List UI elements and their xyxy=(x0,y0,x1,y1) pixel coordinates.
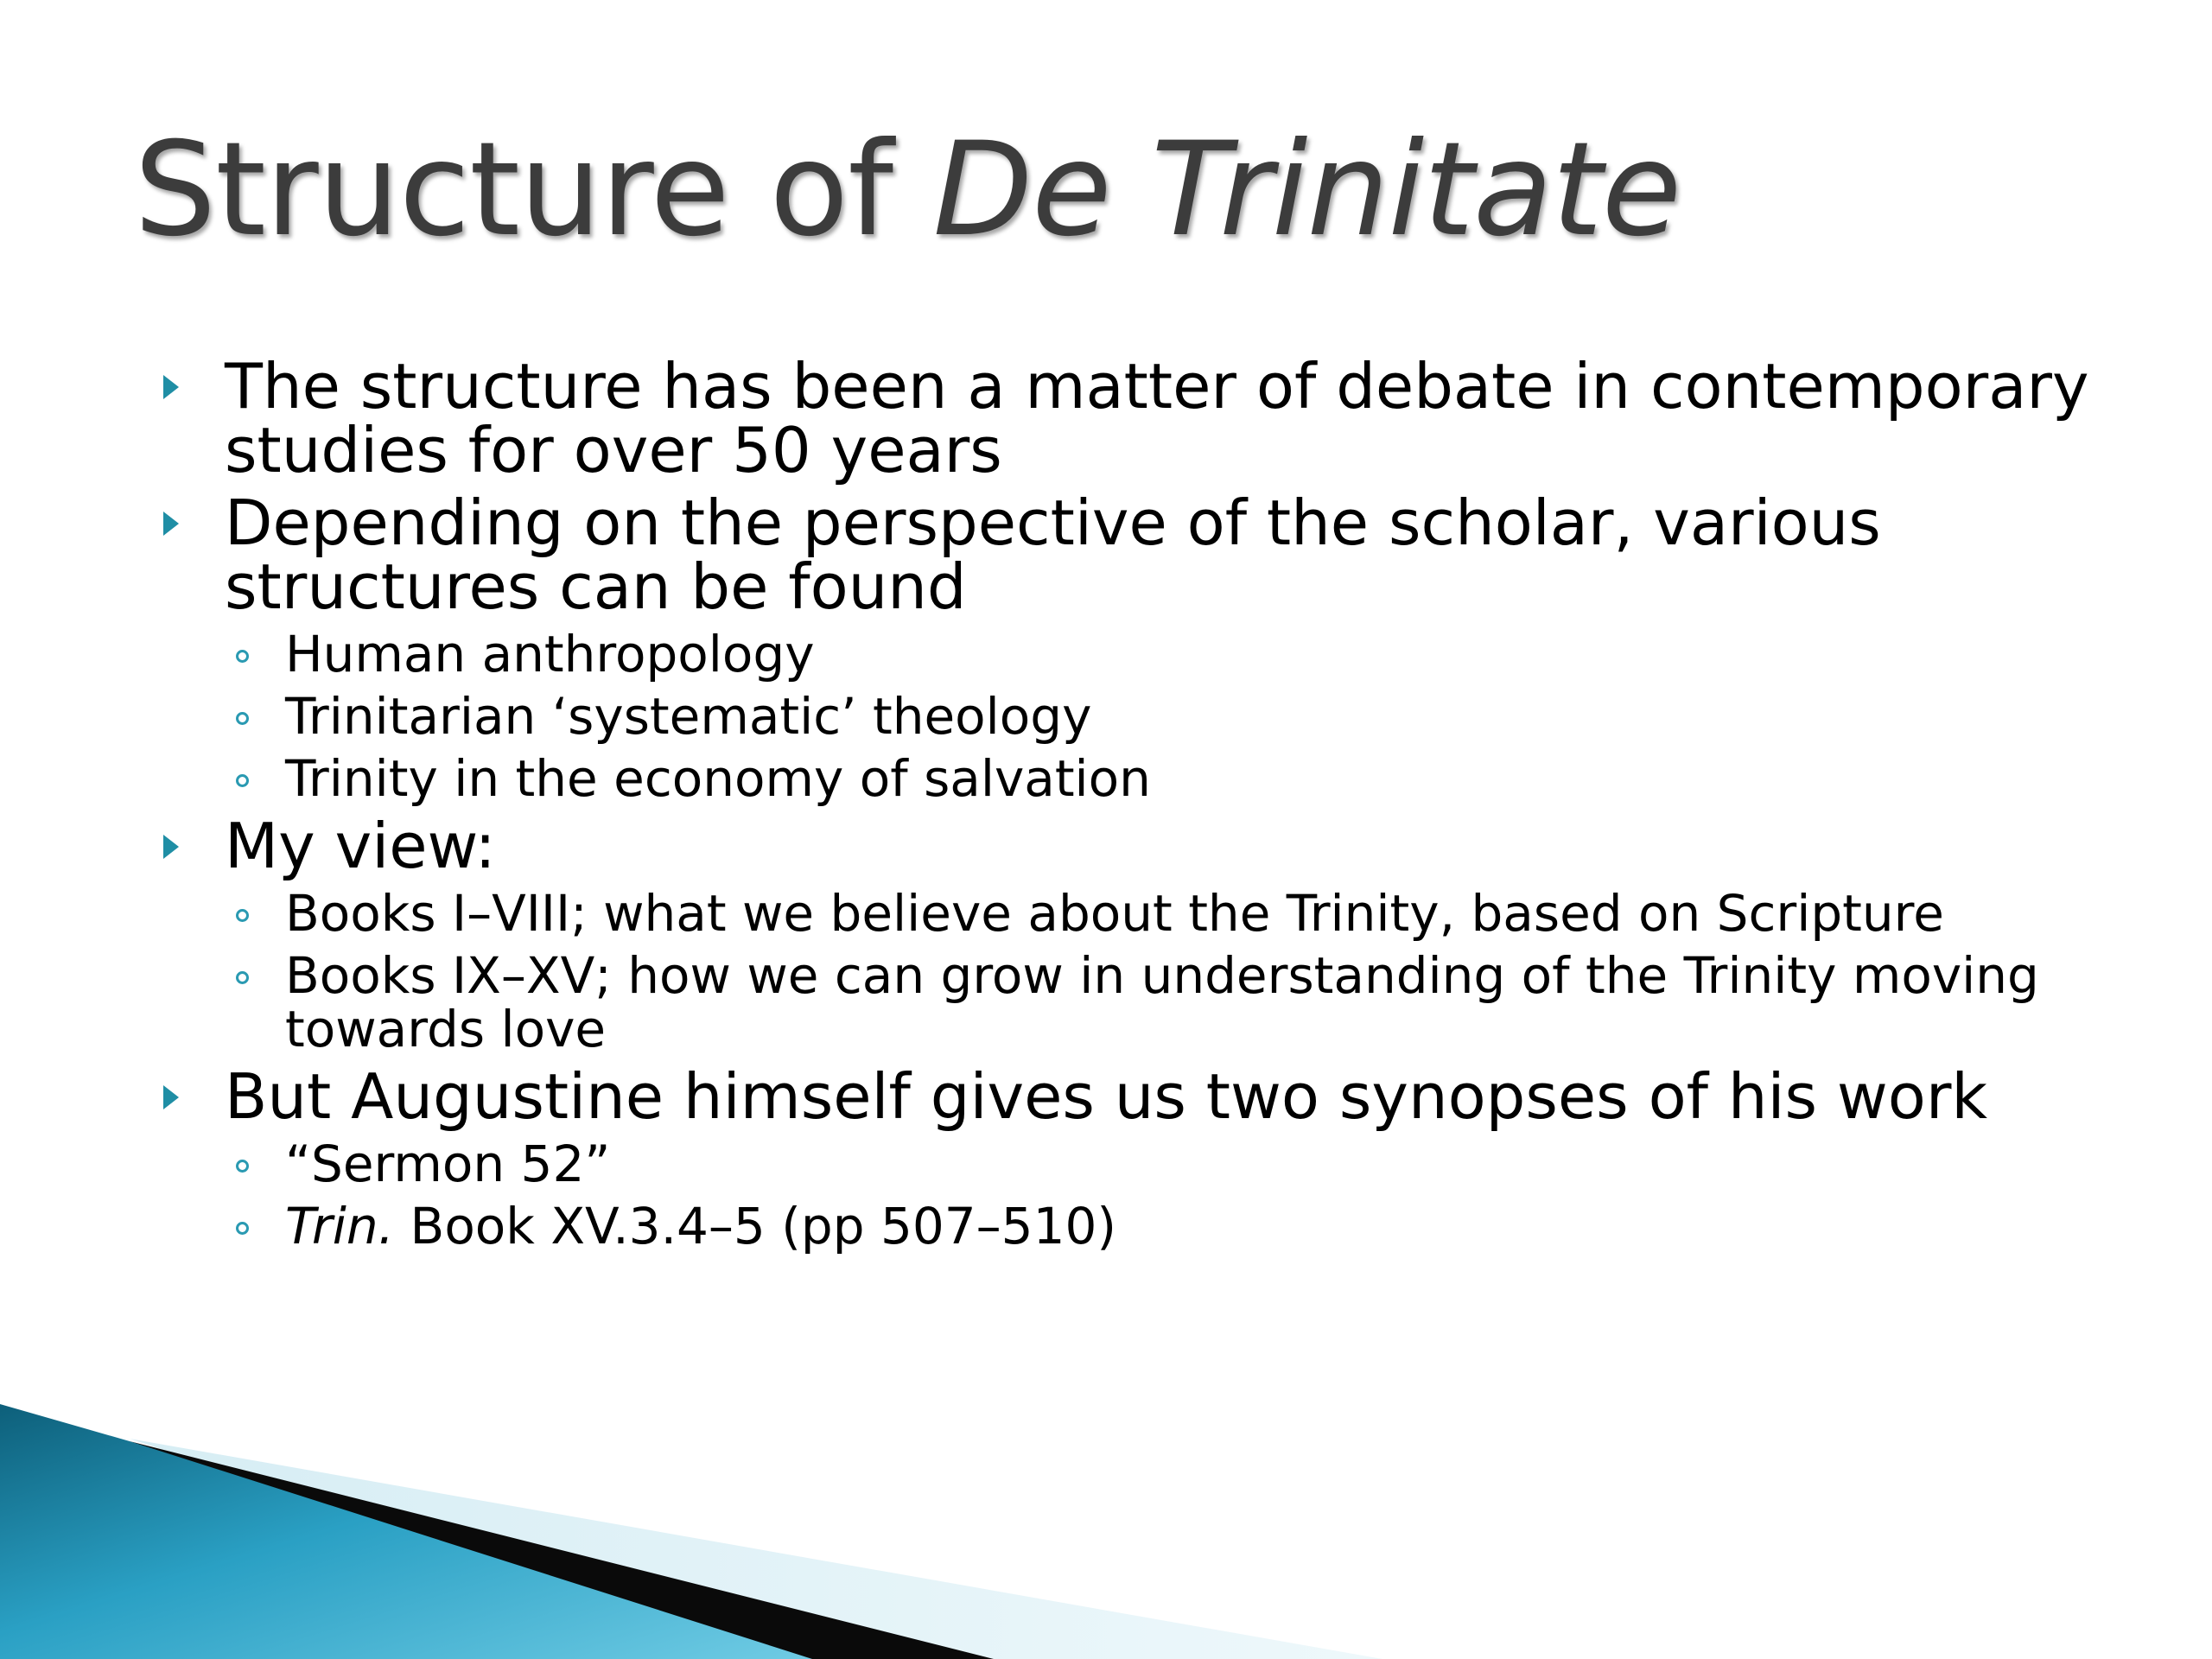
circle-bullet-icon xyxy=(236,650,249,663)
bullet-item: The structure has been a matter of debate in contemporary studies for over 50 years xyxy=(160,354,2147,482)
bullet-item: My view: xyxy=(160,814,2147,878)
sub-bullet-item: Trinitarian ‘systematic’ theology xyxy=(160,690,2147,743)
circle-bullet-icon xyxy=(236,909,249,922)
title-plain: Structure of xyxy=(134,115,933,265)
circle-bullet-icon xyxy=(236,1222,249,1235)
circle-bullet-icon xyxy=(236,774,249,787)
bullet-list xyxy=(160,350,2147,1262)
blue-wedge xyxy=(0,1404,812,1659)
circle-bullet-icon xyxy=(236,712,249,725)
citation-italic: Trin. xyxy=(285,1197,395,1255)
sub-bullet-item: Trin. Book XV.3.4–5 (pp 507–510) xyxy=(160,1199,2147,1253)
sub-bullet-item: Books I–VIII; what we believe about the Trinity, based on Scripture xyxy=(160,887,2147,940)
slide-title xyxy=(134,115,1681,265)
sub-bullet-item: Trinity in the economy of salvation xyxy=(160,752,2147,805)
sub-bullet-item: “Sermon 52” xyxy=(160,1137,2147,1191)
arrow-bullet-icon xyxy=(163,512,179,536)
arrow-bullet-icon xyxy=(163,375,179,399)
arrow-bullet-icon xyxy=(163,1085,179,1109)
arrow-bullet-icon xyxy=(163,835,179,859)
circle-bullet-icon xyxy=(236,971,249,984)
bullet-item: Depending on the perspective of the scholar, various structures can be found xyxy=(160,491,2147,619)
bullet-item: But Augustine himself gives us two synopses of his work xyxy=(160,1065,2147,1128)
sub-bullet-item: Human anthropology xyxy=(160,627,2147,681)
circle-bullet-icon xyxy=(236,1160,249,1173)
sub-bullet-item: Books IX–XV; how we can grow in understanding of the Trinity moving towards love xyxy=(160,949,2147,1056)
title-italic: De Trinitate xyxy=(932,115,1681,265)
